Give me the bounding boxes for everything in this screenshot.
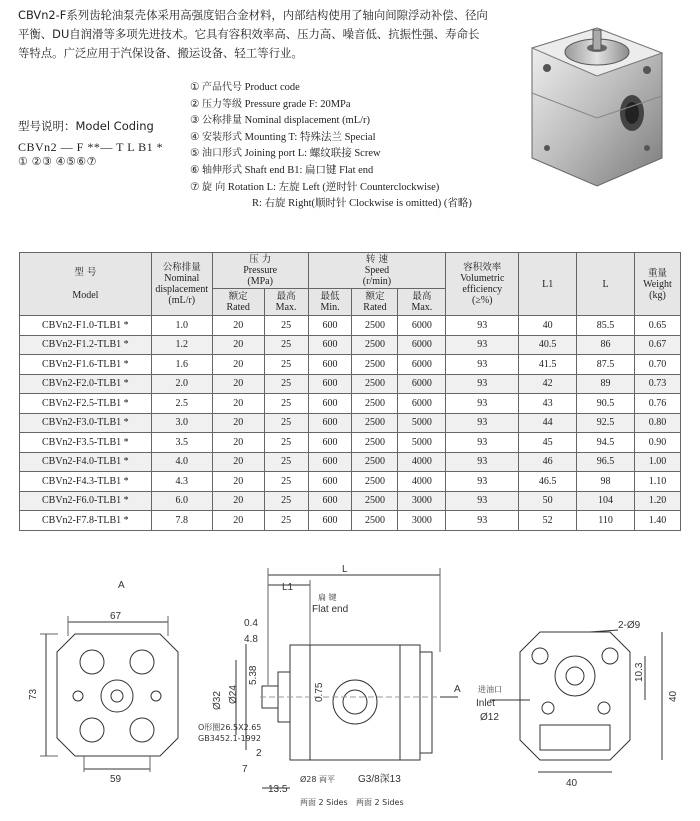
table-cell: 25 [264, 394, 308, 414]
table-cell: 2500 [352, 491, 398, 511]
table-cell: 1.20 [634, 491, 680, 511]
port-g38: G3/8深13 [358, 774, 401, 785]
table-cell: 2500 [352, 413, 398, 433]
table-cell: 20 [212, 452, 264, 472]
header-rated-pressure: 额定 Rated [212, 288, 264, 315]
table-cell: 7.8 [151, 511, 212, 531]
model-coding-title: 型号说明：Model Coding [18, 119, 154, 133]
table-cell: 600 [308, 491, 352, 511]
table-cell: 2500 [352, 511, 398, 531]
table-row [20, 335, 681, 355]
dim-l1: L1 [282, 582, 294, 593]
table-cell: 600 [308, 452, 352, 472]
table-cell: 93 [446, 355, 519, 375]
dim-d32: Ø32 [212, 691, 223, 710]
oring-label: O形圈26.5X2.65 [198, 723, 262, 732]
table-cell: 25 [264, 374, 308, 394]
table-row [20, 413, 681, 433]
legend-item: ① 产品代号 Product code [190, 82, 300, 93]
spec-table [19, 252, 681, 531]
table-cell: 4.3 [151, 472, 212, 492]
header-weight: 重量 Weight (kg) [634, 253, 680, 316]
front-view-a [40, 616, 178, 772]
table-cell: 20 [212, 433, 264, 453]
table-cell: 4000 [398, 472, 446, 492]
table-row [20, 472, 681, 492]
table-cell: 94.5 [577, 433, 635, 453]
table-cell: 0.80 [634, 413, 680, 433]
model-coding-numbers: ① ②③ ④⑤⑥⑦ [18, 156, 98, 168]
model-cell: CBVn2-F3.5-TLB1 * [20, 433, 152, 453]
table-cell: 600 [308, 316, 352, 336]
table-row [20, 394, 681, 414]
rear-view [490, 630, 662, 772]
table-cell: 6.0 [151, 491, 212, 511]
table-cell: 1.10 [634, 472, 680, 492]
table-cell: 52 [519, 511, 577, 531]
dim-d12: Ø12 [480, 712, 499, 723]
table-cell: 600 [308, 433, 352, 453]
model-cell: CBVn2-F1.2-TLB1 * [20, 335, 152, 355]
table-row [20, 433, 681, 453]
table-cell: 2500 [352, 355, 398, 375]
table-cell: 2500 [352, 394, 398, 414]
table-cell: 2500 [352, 374, 398, 394]
header-max-pressure: 最高 Max. [264, 288, 308, 315]
header-min-speed: 最低 Min. [308, 288, 352, 315]
table-cell: 41.5 [519, 355, 577, 375]
model-coding-legend [190, 80, 510, 213]
legend-item: R: 右旋 Right(顺时针 Clockwise is omitted) (省略) [252, 198, 472, 210]
table-cell: 43 [519, 394, 577, 414]
table-cell: 3000 [398, 491, 446, 511]
table-cell: 3000 [398, 511, 446, 531]
table-cell: 1.40 [634, 511, 680, 531]
table-cell: 20 [212, 374, 264, 394]
table-cell: 2500 [352, 335, 398, 355]
dim-10-3: 10.3 [634, 662, 645, 682]
table-cell: 40.5 [519, 335, 577, 355]
header-pressure: 压 力 Pressure (MPa) [212, 253, 308, 289]
table-cell: 93 [446, 472, 519, 492]
table-cell: 0.65 [634, 316, 680, 336]
dim-67: 67 [110, 611, 122, 622]
table-cell: 600 [308, 472, 352, 492]
table-cell: 6000 [398, 316, 446, 336]
table-cell: 2500 [352, 452, 398, 472]
table-cell: 20 [212, 335, 264, 355]
table-cell: 93 [446, 394, 519, 414]
intro-paragraph: CBVn2-F系列齿轮油泵壳体采用高强度铝合金材料，内部结构使用了轴向间隙浮动补偿、径向平衡、DU自润滑等多项先进技术。它具有容积效率高、压力高、噪音低、抗振性强、寿命长等特点。广泛应用于汽保设备、搬运设备、轻工等行业。 [18, 8, 488, 60]
pump-photo [502, 8, 682, 198]
table-cell: 87.5 [577, 355, 635, 375]
table-cell: 93 [446, 452, 519, 472]
dim-7: 7 [242, 764, 248, 775]
table-cell: 25 [264, 355, 308, 375]
table-cell: 20 [212, 413, 264, 433]
table-cell: 25 [264, 335, 308, 355]
table-cell: 40 [519, 316, 577, 336]
table-cell: 92.5 [577, 413, 635, 433]
table-cell: 2500 [352, 316, 398, 336]
header-efficiency: 容积效率 Volumetric efficiency (≥%) [446, 253, 519, 316]
table-cell: 600 [308, 394, 352, 414]
gb-label: GB3452.1-1992 [198, 734, 261, 743]
table-cell: 93 [446, 413, 519, 433]
table-cell: 25 [264, 452, 308, 472]
dim-d28: Ø28 両平 [300, 775, 336, 784]
dim-13-5: 13.5 [268, 784, 288, 795]
inlet-label-en: Inlet [476, 698, 495, 709]
table-cell: 46.5 [519, 472, 577, 492]
legend-item: ⑦ 旋 向 Rotation L: 左旋 Left (逆时针 Counterclockwise) [190, 181, 440, 193]
flat-end-label: Flat end [312, 604, 349, 615]
table-cell: 1.6 [151, 355, 212, 375]
legend-item: ③ 公称排量 Nominal displacement (mL/r) [190, 115, 371, 127]
dimension-drawing [0, 560, 700, 821]
table-row [20, 491, 681, 511]
model-cell: CBVn2-F6.0-TLB1 * [20, 491, 152, 511]
table-cell: 20 [212, 472, 264, 492]
table-cell: 96.5 [577, 452, 635, 472]
table-row [20, 316, 681, 336]
table-cell: 20 [212, 394, 264, 414]
table-cell: 0.90 [634, 433, 680, 453]
table-cell: 6000 [398, 374, 446, 394]
model-cell: CBVn2-F1.6-TLB1 * [20, 355, 152, 375]
table-cell: 93 [446, 316, 519, 336]
legend-item: ⑤ 油口形式 Joining port L: 螺纹联接 Screw [190, 148, 381, 160]
table-cell: 86 [577, 335, 635, 355]
model-cell: CBVn2-F1.0-TLB1 * [20, 316, 152, 336]
table-cell: 600 [308, 374, 352, 394]
table-cell: 4000 [398, 452, 446, 472]
header-speed: 转 速 Speed (r/min) [308, 253, 446, 289]
table-cell: 45 [519, 433, 577, 453]
table-cell: 600 [308, 511, 352, 531]
model-cell: CBVn2-F4.3-TLB1 * [20, 472, 152, 492]
dim-l: L [342, 564, 348, 575]
table-cell: 6000 [398, 335, 446, 355]
table-cell: 2.5 [151, 394, 212, 414]
table-cell: 2500 [352, 433, 398, 453]
header-rated-speed: 额定 Rated [352, 288, 398, 315]
table-cell: 0.73 [634, 374, 680, 394]
table-cell: 25 [264, 511, 308, 531]
table-cell: 93 [446, 335, 519, 355]
dim-5-38: 5.38 [248, 665, 259, 685]
table-cell: 93 [446, 374, 519, 394]
inlet-label-zh: 进油口 [478, 685, 502, 694]
table-cell: 25 [264, 472, 308, 492]
table-cell: 85.5 [577, 316, 635, 336]
table-cell: 89 [577, 374, 635, 394]
header-max-speed: 最高 Max. [398, 288, 446, 315]
table-cell: 6000 [398, 394, 446, 414]
legend-item: ② 压力等级 Pressure grade F: 20MPa [190, 98, 351, 110]
table-cell: 3.0 [151, 413, 212, 433]
table-cell: 6000 [398, 355, 446, 375]
dim-40-horizontal: 40 [566, 778, 578, 789]
dim-d24: Ø24 [228, 685, 239, 704]
table-cell: 25 [264, 491, 308, 511]
table-cell: 25 [264, 316, 308, 336]
header-model: 型 号 Model [20, 253, 152, 316]
dim-73: 73 [28, 688, 39, 700]
table-cell: 0.67 [634, 335, 680, 355]
table-cell: 1.0 [151, 316, 212, 336]
legend-item: ⑥ 轴伸形式 Shaft end B1: 扁口键 Flat end [190, 164, 374, 176]
model-cell: CBVn2-F2.5-TLB1 * [20, 394, 152, 414]
table-cell: 3.5 [151, 433, 212, 453]
table-cell: 1.2 [151, 335, 212, 355]
table-row [20, 355, 681, 375]
table-cell: 4.0 [151, 452, 212, 472]
dim-0-4: 0.4 [244, 618, 258, 629]
table-cell: 50 [519, 491, 577, 511]
table-cell: 20 [212, 355, 264, 375]
table-cell: 0.76 [634, 394, 680, 414]
table-cell: 20 [212, 511, 264, 531]
header-displacement: 公称排量 Nominal displacement (mL/r) [151, 253, 212, 316]
table-cell: 20 [212, 316, 264, 336]
table-cell: 1.00 [634, 452, 680, 472]
table-cell: 2500 [352, 472, 398, 492]
table-cell: 110 [577, 511, 635, 531]
table-cell: 93 [446, 491, 519, 511]
table-cell: 600 [308, 355, 352, 375]
side-view [236, 568, 458, 788]
model-cell: CBVn2-F4.0-TLB1 * [20, 452, 152, 472]
table-cell: 42 [519, 374, 577, 394]
dim-59: 59 [110, 774, 122, 785]
model-cell: CBVn2-F2.0-TLB1 * [20, 374, 152, 394]
dim-40-vertical: 40 [668, 690, 679, 702]
table-cell: 600 [308, 413, 352, 433]
header-l1: L1 [519, 253, 577, 316]
table-cell: 90.5 [577, 394, 635, 414]
table-cell: 0.70 [634, 355, 680, 375]
dim-2: 2 [256, 748, 262, 759]
table-cell: 5000 [398, 413, 446, 433]
table-cell: 25 [264, 433, 308, 453]
model-cell: CBVn2-F7.8-TLB1 * [20, 511, 152, 531]
dim-4-8: 4.8 [244, 634, 258, 645]
flat-key-label: 扁 键 [318, 593, 337, 602]
table-cell: 93 [446, 433, 519, 453]
table-cell: 25 [264, 413, 308, 433]
table-cell: 93 [446, 511, 519, 531]
two-sides-2: 两面 2 Sides [356, 798, 404, 807]
dim-2-d9: 2-Ø9 [618, 620, 641, 631]
table-cell: 46 [519, 452, 577, 472]
legend-item: ④ 安装形式 Mounting T: 特殊法兰 Special [190, 131, 376, 143]
table-cell: 5000 [398, 433, 446, 453]
table-row [20, 452, 681, 472]
table-row [20, 374, 681, 394]
two-sides-1: 两面 2 Sides [300, 798, 348, 807]
model-coding-code: CBVn2 — F **— T L B1 * [18, 140, 164, 154]
arrow-a-label: A [454, 684, 461, 695]
table-cell: 104 [577, 491, 635, 511]
table-cell: 44 [519, 413, 577, 433]
model-cell: CBVn2-F3.0-TLB1 * [20, 413, 152, 433]
header-l: L [577, 253, 635, 316]
table-cell: 600 [308, 335, 352, 355]
table-cell: 20 [212, 491, 264, 511]
table-cell: 2.0 [151, 374, 212, 394]
table-cell: 98 [577, 472, 635, 492]
dim-0-75: 0.75 [314, 682, 325, 702]
view-a-label: A [118, 580, 125, 591]
table-row [20, 511, 681, 531]
